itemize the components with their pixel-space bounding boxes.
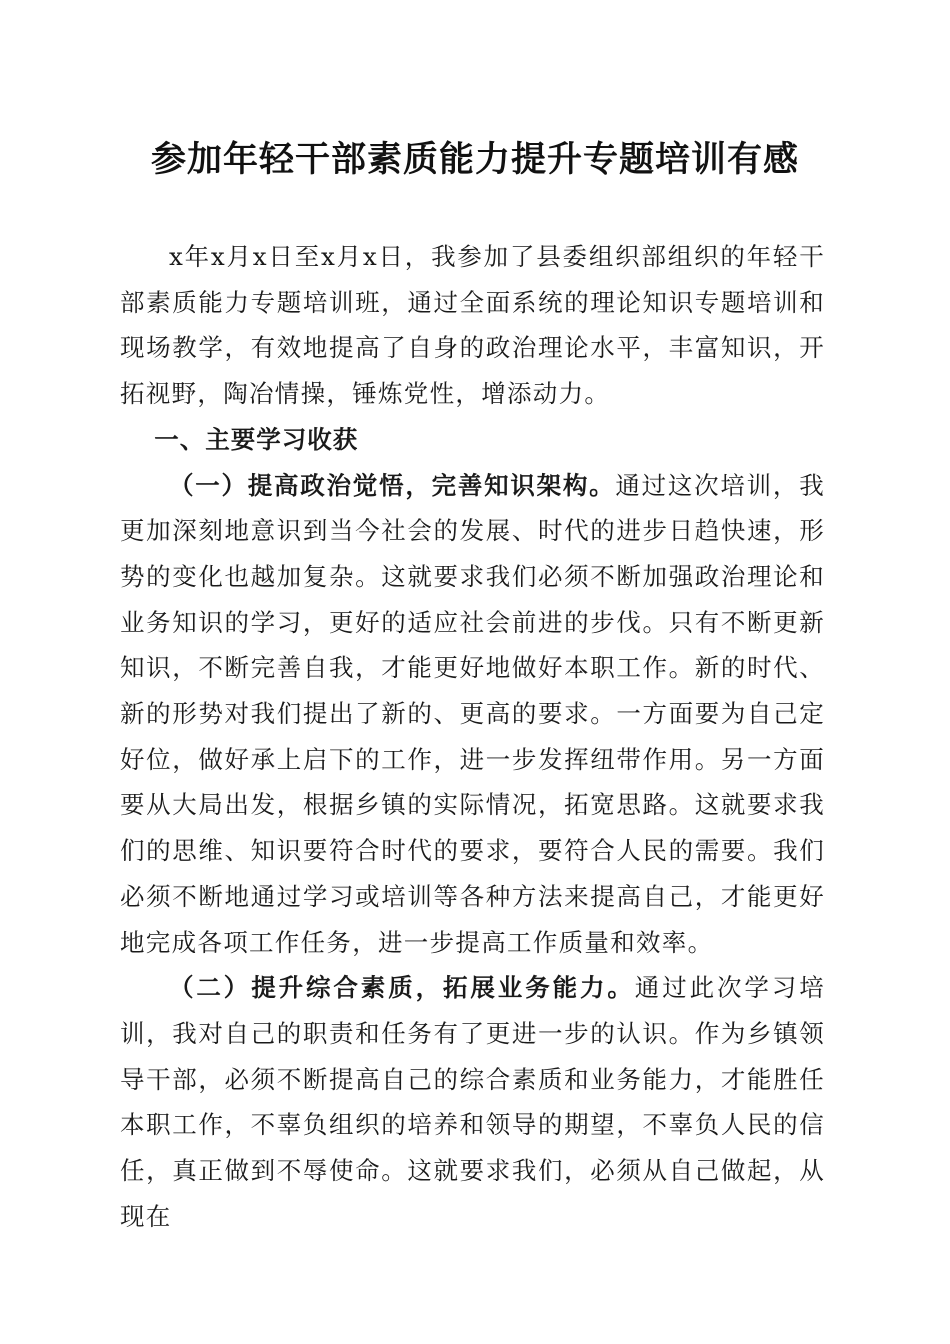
- subsection-text-2: 通过此次学习培训，我对自己的职责和任务有了更进一步的认识。作为乡镇领导干部，必须不断提高自己的综合素质和业务能力，才能胜任本职工作，不辜负组织的培养和领导的期望，不辜负人民的信任，真正做到不辱使命。这就要求我们，必须从自己做起，从现在: [120, 973, 825, 1231]
- subsection-lead-1: （一）提高政治觉悟，完善知识架构。: [169, 470, 616, 500]
- document-title: 参加年轻干部素质能力提升专题培训有感: [150, 139, 799, 180]
- intro-paragraph: x年x月x日至x月x日，我参加了县委组织部组织的年轻干部素质能力专题培训班，通过全面系统的理论知识专题培训和现场教学，有效地提高了自身的政治理论水平，丰富知识，开拓视野，陶冶情操，锤炼党性，增添动力。: [120, 242, 825, 409]
- subsection-paragraph-2: [120, 965, 825, 1239]
- subsection-lead-2: （二）提升综合素质，拓展业务能力。: [169, 973, 635, 1003]
- subsection-text-1: 通过这次培训，我更加深刻地意识到当今社会的发展、时代的进步日趋快速，形势的变化也越加复杂。这就要求我们必须不断加强政治理论和业务知识的学习，更好的适应社会前进的步伐。只有不断更新知识，不断完善自我，才能更好地做好本职工作。新的时代、新的形势对我们提出了新的、更高的要求。一方面要为自己定好位，做好承上启下的工作，进一步发挥纽带作用。另一方面要从大局出发，根据乡镇的实际情况，拓宽思路。这就要求我们的思维、知识要符合时代的要求，要符合人民的需要。我们必须不断地通过学习或培训等各种方法来提高自己，才能更好地完成各项工作任务，进一步提高工作质量和效率。: [120, 470, 825, 957]
- document-body: [120, 234, 825, 1239]
- section-heading: 一、主要学习收获: [154, 424, 359, 454]
- subsection-paragraph-1: [120, 463, 825, 966]
